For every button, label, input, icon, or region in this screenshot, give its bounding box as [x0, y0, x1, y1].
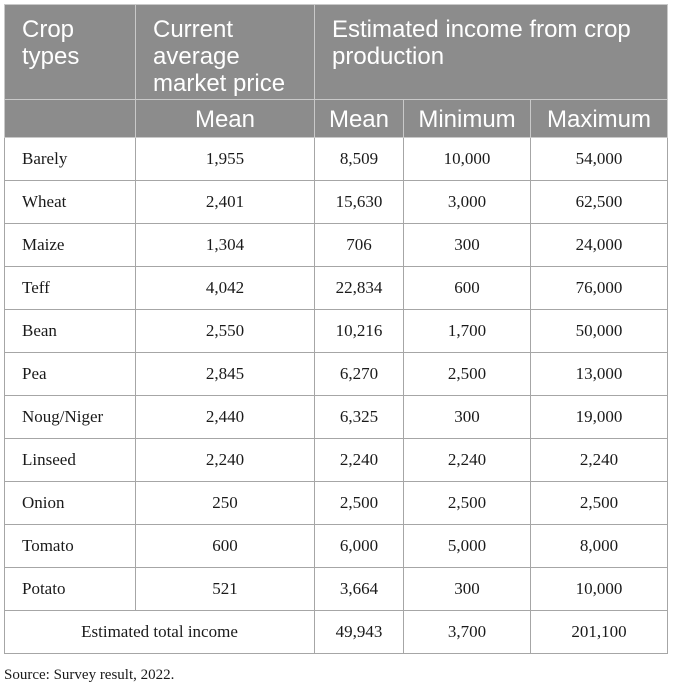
price-mean-cell: 4,042: [136, 267, 315, 310]
table-row: [5, 353, 668, 396]
price-mean-cell: 1,955: [136, 138, 315, 181]
table-row: [5, 224, 668, 267]
total-income-mean-cell: 49,943: [315, 611, 404, 654]
crop-name-cell: Potato: [5, 568, 136, 611]
price-mean-cell: 521: [136, 568, 315, 611]
income-maximum-cell: 19,000: [531, 396, 668, 439]
crop-name-cell: Barely: [5, 138, 136, 181]
header-row-top: [5, 5, 668, 100]
income-maximum-cell: 76,000: [531, 267, 668, 310]
crop-name-cell: Wheat: [5, 181, 136, 224]
income-mean-cell: 3,664: [315, 568, 404, 611]
income-minimum-cell: 300: [404, 568, 531, 611]
income-minimum-cell: 3,000: [404, 181, 531, 224]
total-label-cell: Estimated total income: [5, 611, 315, 654]
income-maximum-cell: 13,000: [531, 353, 668, 396]
income-maximum-cell: 2,500: [531, 482, 668, 525]
income-maximum-cell: 8,000: [531, 525, 668, 568]
income-mean-cell: 6,325: [315, 396, 404, 439]
income-mean-cell: 6,000: [315, 525, 404, 568]
price-mean-cell: 2,440: [136, 396, 315, 439]
crop-name-cell: Linseed: [5, 439, 136, 482]
source-note: Source: Survey result, 2022.: [4, 667, 175, 683]
crop-name-cell: Pea: [5, 353, 136, 396]
crop-name-cell: Teff: [5, 267, 136, 310]
income-minimum-cell: 600: [404, 267, 531, 310]
header-crop-types: Crop types: [5, 5, 136, 100]
price-mean-cell: 600: [136, 525, 315, 568]
table-row: [5, 138, 668, 181]
total-minimum-cell: 3,700: [404, 611, 531, 654]
income-mean-cell: 10,216: [315, 310, 404, 353]
income-mean-cell: 706: [315, 224, 404, 267]
income-minimum-cell: 300: [404, 396, 531, 439]
table-row: [5, 396, 668, 439]
header-sub-empty: [5, 100, 136, 138]
income-maximum-cell: 54,000: [531, 138, 668, 181]
header-row-sub: [5, 100, 668, 138]
price-mean-cell: 2,550: [136, 310, 315, 353]
income-mean-cell: 2,240: [315, 439, 404, 482]
income-maximum-cell: 50,000: [531, 310, 668, 353]
table-row: [5, 525, 668, 568]
table-row: [5, 439, 668, 482]
table-row: [5, 310, 668, 353]
table-row: [5, 568, 668, 611]
income-maximum-cell: 24,000: [531, 224, 668, 267]
income-mean-cell: 15,630: [315, 181, 404, 224]
crop-name-cell: Bean: [5, 310, 136, 353]
income-mean-cell: 2,500: [315, 482, 404, 525]
price-mean-cell: 2,401: [136, 181, 315, 224]
crop-name-cell: Onion: [5, 482, 136, 525]
price-mean-cell: 1,304: [136, 224, 315, 267]
price-mean-cell: 2,845: [136, 353, 315, 396]
table-row: [5, 482, 668, 525]
total-row: [5, 611, 668, 654]
crop-name-cell: Noug/Niger: [5, 396, 136, 439]
total-maximum-cell: 201,100: [531, 611, 668, 654]
income-mean-cell: 8,509: [315, 138, 404, 181]
price-mean-cell: 2,240: [136, 439, 315, 482]
income-mean-cell: 22,834: [315, 267, 404, 310]
price-mean-cell: 250: [136, 482, 315, 525]
header-estimated-income: Estimated income from crop production: [315, 5, 668, 100]
income-minimum-cell: 5,000: [404, 525, 531, 568]
income-minimum-cell: 2,240: [404, 439, 531, 482]
income-minimum-cell: 300: [404, 224, 531, 267]
crop-income-table: [4, 4, 668, 654]
income-maximum-cell: 62,500: [531, 181, 668, 224]
header-sub-minimum: Minimum: [404, 100, 531, 138]
header-sub-price-mean: Mean: [136, 100, 315, 138]
income-minimum-cell: 2,500: [404, 353, 531, 396]
income-maximum-cell: 10,000: [531, 568, 668, 611]
table-row: [5, 267, 668, 310]
table-row: [5, 181, 668, 224]
income-minimum-cell: 2,500: [404, 482, 531, 525]
income-minimum-cell: 1,700: [404, 310, 531, 353]
crop-name-cell: Maize: [5, 224, 136, 267]
crop-name-cell: Tomato: [5, 525, 136, 568]
income-maximum-cell: 2,240: [531, 439, 668, 482]
header-sub-maximum: Maximum: [531, 100, 668, 138]
income-mean-cell: 6,270: [315, 353, 404, 396]
header-current-price: Current average market price: [136, 5, 315, 100]
income-minimum-cell: 10,000: [404, 138, 531, 181]
header-sub-income-mean: Mean: [315, 100, 404, 138]
